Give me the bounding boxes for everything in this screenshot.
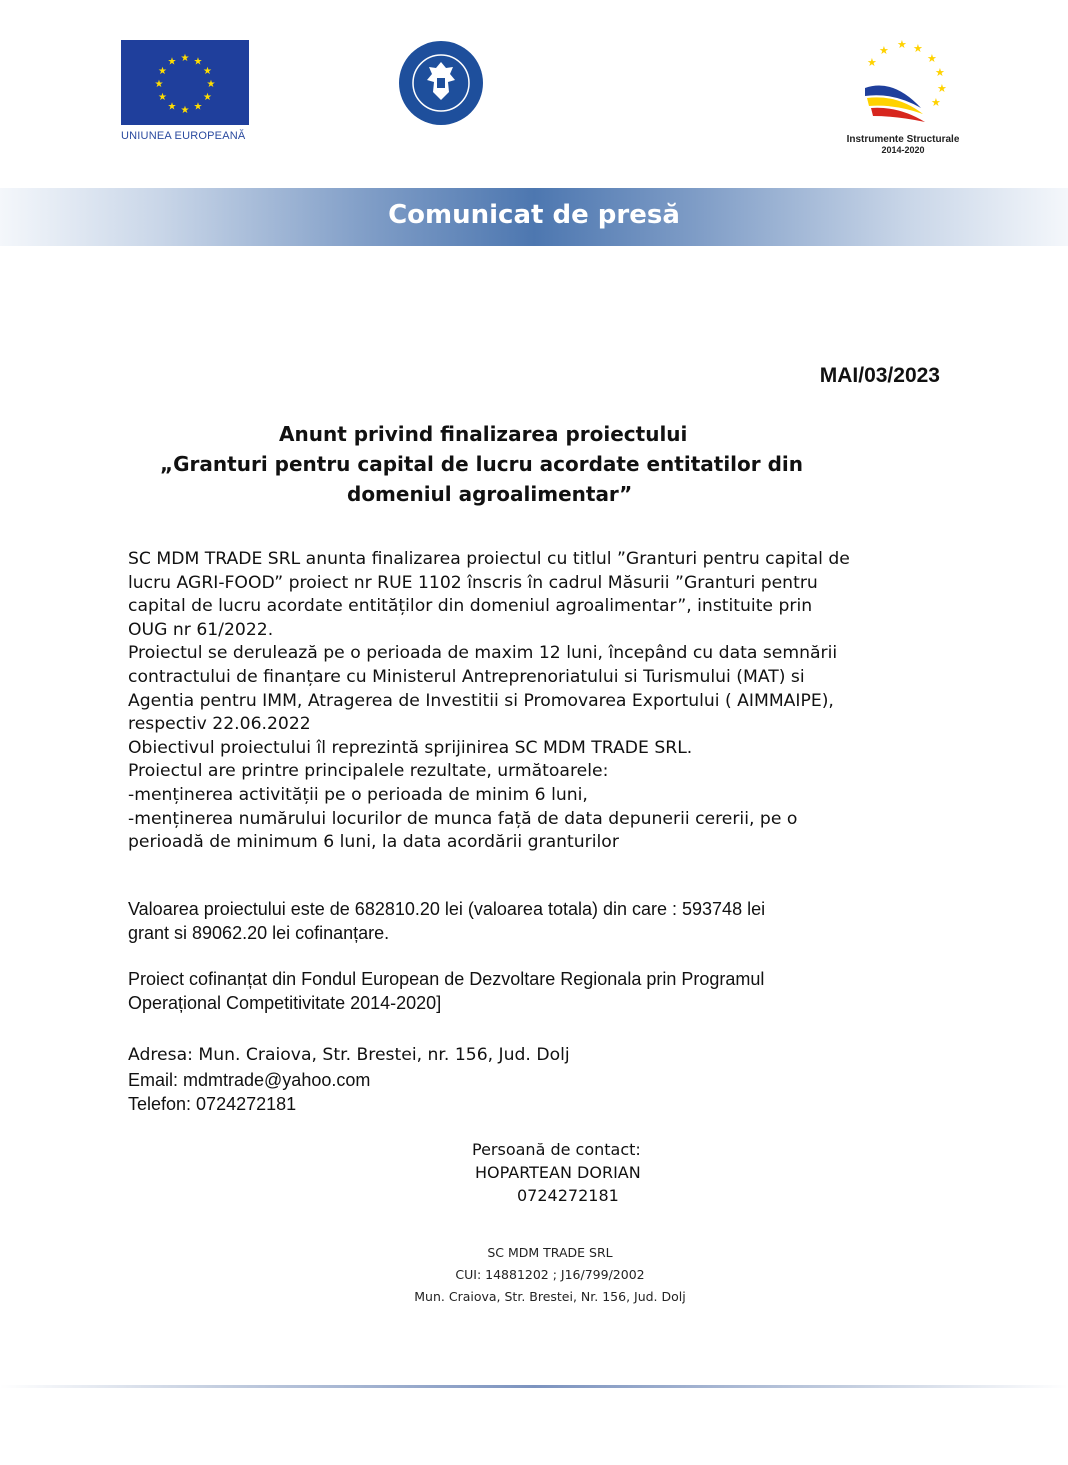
body-line: Agentia pentru IMM, Atragerea de Investitii si Promovarea Exportului ( AIMMAIPE),	[128, 690, 834, 711]
is-caption-title: Instrumente Structurale	[846, 134, 960, 145]
contact-address: Adresa: Mun. Craiova, Str. Brestei, nr. 156, Jud. Dolj	[128, 1045, 570, 1065]
government-seal-icon	[398, 40, 484, 126]
banner-title: Comunicat de presă	[388, 200, 680, 230]
press-release-banner	[0, 188, 1068, 246]
value-line-2: grant si 89062.20 lei cofinanțare.	[128, 922, 390, 943]
svg-text:★: ★	[180, 53, 190, 64]
title-line-2: „Granturi pentru capital de lucru acordate entitatilor din	[160, 452, 804, 476]
body-text	[128, 548, 958, 855]
body-line: -menținerea activității pe o perioada de minim 6 luni,	[128, 784, 588, 805]
structural-instruments-logo	[838, 36, 968, 155]
svg-text:★: ★	[180, 105, 190, 116]
contact-person	[470, 1138, 670, 1207]
svg-text:★: ★	[867, 56, 877, 69]
svg-text:★: ★	[931, 96, 941, 109]
contact-person-label: Persoană de contact:	[472, 1140, 641, 1159]
contact-block	[128, 1043, 728, 1117]
document-date: MAI/03/2023	[819, 364, 940, 387]
svg-text:★: ★	[167, 56, 177, 68]
footer-cui: CUI: 14881202 ; J16/799/2002	[455, 1267, 645, 1282]
svg-text:★: ★	[203, 92, 212, 103]
title-line-1: Anunt privind finalizarea proiectului	[279, 422, 688, 446]
company-footer	[340, 1242, 760, 1308]
is-caption-years: 2014-2020	[881, 145, 925, 155]
contact-person-phone: 0724272181	[517, 1186, 619, 1205]
structural-instruments-logo-icon	[853, 36, 953, 128]
value-line-1: Valoarea proiectului este de 682810.20 lei (valoarea totala) din care : 593748 lei	[128, 899, 766, 919]
body-line: perioadă de minimum 6 luni, la data acordării granturilor	[128, 832, 619, 853]
funding-line-2: Operațional Competitivitate 2014-2020]	[128, 992, 442, 1013]
svg-text:★: ★	[927, 52, 937, 65]
body-line: Proiectul are printre principalele rezultate, următoarele:	[128, 761, 609, 782]
body-line: Proiectul se derulează pe o perioada de maxim 12 luni, începând cu data semnării	[128, 643, 838, 664]
title-line-3: domeniul agroalimentar”	[347, 482, 633, 506]
body-line: capital de lucru acordate entităților din domeniul agroalimentar”, instituite prin	[128, 596, 813, 617]
svg-text:★: ★	[193, 56, 203, 68]
eu-caption: UNIUNEA EUROPEANĂ	[121, 130, 246, 142]
body-line: lucru AGRI-FOOD” proiect nr RUE 1102 înscris în cadrul Măsurii ”Granturi pentru	[128, 572, 818, 593]
contact-email: Email: mdmtrade@yahoo.com	[128, 1069, 371, 1090]
svg-text:★: ★	[158, 92, 167, 103]
eu-flag-icon	[121, 40, 249, 125]
footer-address: Mun. Craiova, Str. Brestei, Nr. 156, Jud. Dolj	[414, 1289, 686, 1304]
body-line: respectiv 22.06.2022	[128, 714, 311, 735]
svg-text:★: ★	[203, 66, 212, 77]
svg-text:★: ★	[935, 66, 945, 79]
svg-text:★: ★	[913, 42, 923, 55]
project-value	[128, 898, 958, 945]
body-line: Obiectivul proiectului îl reprezintă sprijinirea SC MDM TRADE SRL.	[128, 737, 693, 758]
svg-text:★: ★	[879, 44, 889, 57]
contact-phone: Telefon: 0724272181	[128, 1094, 297, 1114]
footer-company: SC MDM TRADE SRL	[487, 1245, 613, 1260]
svg-text:★: ★	[158, 66, 167, 77]
funding-note	[128, 968, 958, 1015]
body-line: SC MDM TRADE SRL anunta finalizarea proiectul cu titlul ”Granturi pentru capital de	[128, 549, 850, 569]
body-line: OUG nr 61/2022.	[128, 619, 274, 640]
svg-text:★: ★	[937, 82, 947, 95]
svg-text:★: ★	[206, 79, 216, 90]
body-line: contractului de finanțare cu Ministerul Antreprenoriatului si Turismului (MAT) si	[128, 666, 805, 687]
funding-line-1: Proiect cofinanțat din Fondul European de Dezvoltare Regionala prin Programul	[128, 969, 765, 989]
svg-text:★: ★	[167, 101, 177, 113]
svg-text:★: ★	[193, 101, 203, 113]
bottom-divider	[0, 1385, 1068, 1388]
svg-text:★: ★	[154, 79, 164, 90]
contact-person-name: HOPARTEAN DORIAN	[475, 1163, 641, 1182]
eu-logo	[121, 40, 249, 142]
svg-text:★: ★	[897, 38, 907, 51]
body-line: -menținerea numărului locurilor de munca față de data depunerii cererii, pe o	[128, 808, 798, 829]
